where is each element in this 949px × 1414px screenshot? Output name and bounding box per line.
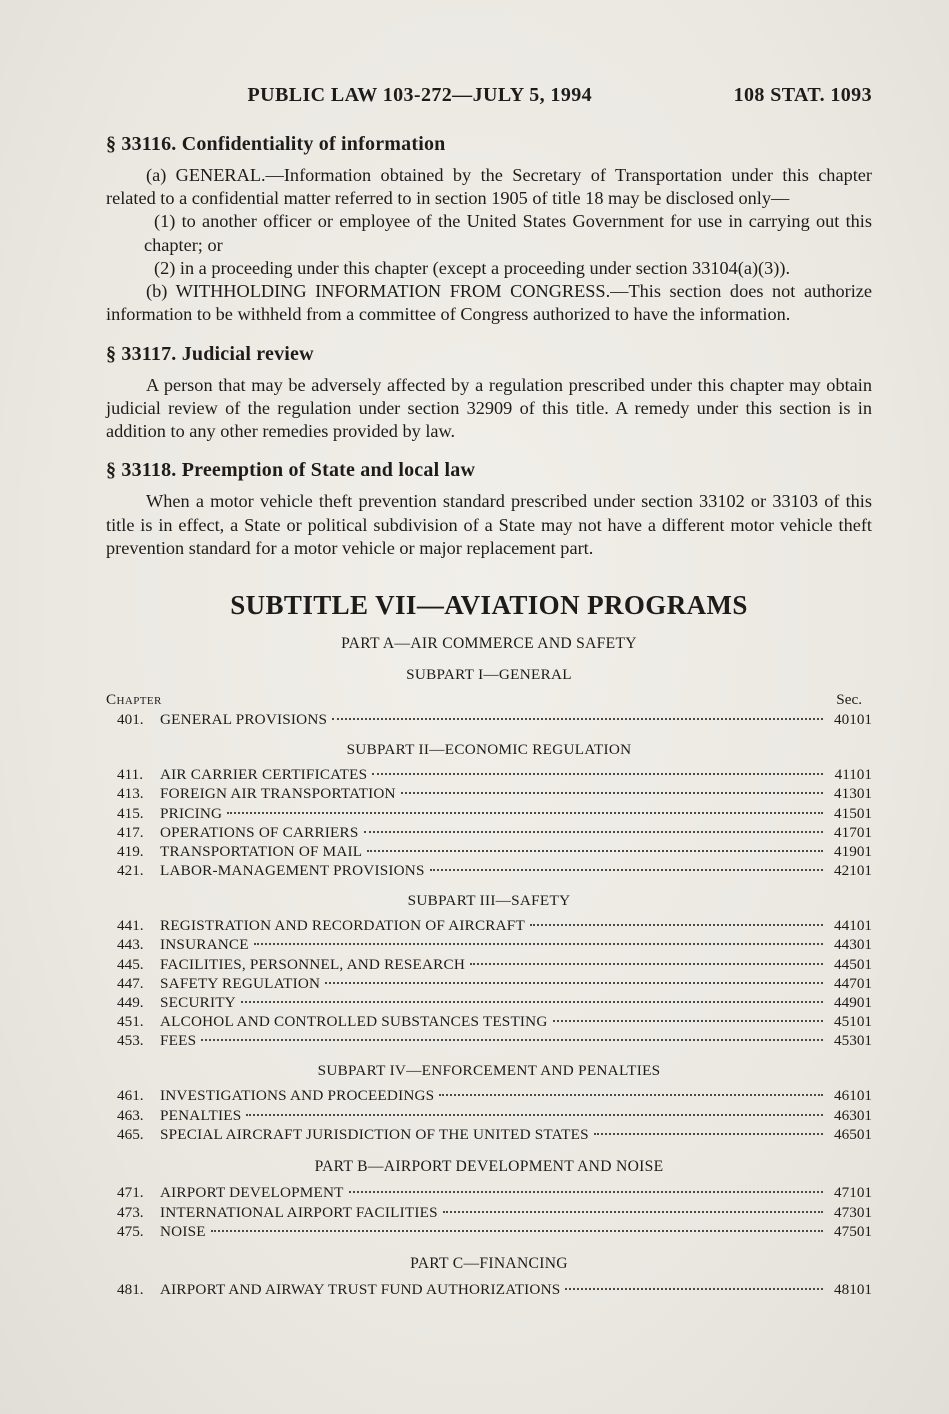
- toc-sec-label: Sec.: [836, 690, 862, 708]
- statute-subparagraph: (2) in a proceeding under this chapter (except a proceeding under section 33104(a)(3)).: [154, 257, 791, 278]
- toc-leader-dots: [530, 924, 823, 926]
- toc-entry-sec: 44901: [834, 993, 872, 1011]
- toc-entry-number: 471.: [117, 1184, 144, 1202]
- toc-entry: [117, 935, 872, 954]
- toc-entry-number: 447.: [117, 974, 144, 992]
- section-heading: § 33117. Judicial review: [106, 342, 314, 365]
- toc-leader-dots: [372, 773, 823, 775]
- toc-entry: [117, 842, 872, 861]
- stat-page-number: 108 STAT. 1093: [733, 84, 872, 106]
- toc-entry: [117, 1280, 872, 1299]
- toc-leader-dots: [553, 1020, 823, 1022]
- toc-entry-number: 465.: [117, 1125, 144, 1143]
- toc-entry-title: FOREIGN AIR TRANSPORTATION: [160, 785, 396, 803]
- toc-entry-sec: 47501: [834, 1222, 872, 1240]
- toc-entry: [117, 784, 872, 803]
- toc-entry: [117, 1106, 872, 1125]
- toc-leader-dots: [325, 982, 823, 984]
- toc-entry: [117, 804, 872, 823]
- toc-entry-title: AIRPORT DEVELOPMENT: [160, 1184, 344, 1202]
- toc-entry-title: FACILITIES, PERSONNEL, AND RESEARCH: [160, 955, 466, 973]
- toc-subpart-heading: SUBPART I—GENERAL: [406, 665, 572, 683]
- toc-leader-dots: [332, 718, 823, 720]
- toc-entry-title: SPECIAL AIRCRAFT JURISDICTION OF THE UNITED STATES: [160, 1125, 589, 1143]
- toc-chapter-label: Chapter: [106, 690, 162, 708]
- toc-entry-sec: 45101: [834, 1012, 872, 1030]
- toc-entry-number: 411.: [117, 766, 144, 784]
- toc-entry: [117, 993, 872, 1012]
- toc-entry-sec: 48101: [834, 1281, 872, 1299]
- toc-leader-dots: [470, 963, 823, 965]
- toc-leader-dots: [430, 869, 823, 871]
- toc-entry-number: 443.: [117, 936, 144, 954]
- section-heading: § 33116. Confidentiality of information: [106, 133, 446, 155]
- toc-entry-title: INSURANCE: [160, 936, 249, 954]
- toc-entry-sec: 44301: [834, 936, 872, 954]
- section-33118: [106, 459, 872, 560]
- toc-entry-sec: 44701: [834, 974, 872, 992]
- toc-leader-dots: [241, 1001, 823, 1003]
- toc-entry-title: ALCOHOL AND CONTROLLED SUBSTANCES TESTING: [160, 1012, 548, 1030]
- toc-entry-number: 415.: [117, 804, 144, 822]
- toc-entry-title: PRICING: [160, 804, 223, 822]
- toc-entry-title: FEES: [160, 1032, 197, 1050]
- toc-leader-dots: [443, 1211, 823, 1213]
- running-header: [106, 84, 872, 107]
- section-heading: § 33118. Preemption of State and local law: [106, 459, 476, 482]
- toc-part-heading: PART A—AIR COMMERCE AND SAFETY: [341, 635, 637, 653]
- toc-entry-sec: 41901: [834, 842, 872, 860]
- toc-entry-number: 417.: [117, 823, 144, 841]
- toc-entry: [117, 1012, 872, 1031]
- toc-leader-dots: [367, 850, 823, 852]
- toc-entry-number: 419.: [117, 842, 144, 860]
- toc-entry-number: 441.: [117, 917, 144, 935]
- toc-entry-number: 461.: [117, 1087, 144, 1105]
- section-33116: [106, 133, 872, 327]
- toc-entry-title: INVESTIGATIONS AND PROCEEDINGS: [160, 1087, 435, 1105]
- toc-part-heading: PART B—AIRPORT DEVELOPMENT AND NOISE: [314, 1157, 664, 1175]
- toc-entry-sec: 44501: [834, 955, 872, 973]
- toc-entry-title: INTERNATIONAL AIRPORT FACILITIES: [160, 1203, 438, 1221]
- statute-paragraph: When a motor vehicle theft prevention standard prescribed under section 33102 or 33103 of this title is in effect, a State or political subdivision of a State may not have a different motor vehicle theft prevention standard for a motor vehicle or major replacement part.: [106, 491, 872, 558]
- toc-entry-title: REGISTRATION AND RECORDATION OF AIRCRAFT: [160, 917, 525, 935]
- toc-leader-dots: [211, 1230, 823, 1232]
- statute-paragraph: A person that may be adversely affected by a regulation prescribed under this chapter may obtain judicial review of the regulation under section 32909 of this title. A remedy under this section is in addition to any other remedies provided by law.: [106, 374, 872, 442]
- toc-leader-dots: [201, 1039, 823, 1041]
- toc-entry-number: 451.: [117, 1012, 144, 1030]
- section-33117: [106, 343, 872, 444]
- toc-entry: [117, 861, 872, 880]
- toc-entry-number: 401.: [117, 710, 144, 728]
- public-law-title: PUBLIC LAW 103-272—JULY 5, 1994: [247, 84, 593, 106]
- toc-entry: [117, 1203, 872, 1222]
- statute-paragraph: (b) WITHHOLDING INFORMATION FROM CONGRESS.—This section does not authorize information to be withheld from a committee of Congress authorized to have the information.: [106, 281, 872, 325]
- toc-subpart-heading: SUBPART IV—ENFORCEMENT AND PENALTIES: [317, 1062, 661, 1080]
- toc-entry: [117, 1222, 872, 1241]
- toc-entry: [117, 1031, 872, 1050]
- toc-entry-title: NOISE: [160, 1222, 206, 1240]
- toc-leader-dots: [246, 1114, 823, 1116]
- toc-entry: [117, 916, 872, 935]
- toc-leader-dots: [439, 1094, 823, 1096]
- toc-entry-sec: 41101: [834, 766, 872, 784]
- toc-entry-sec: 46501: [834, 1125, 872, 1143]
- toc-entry-sec: 47101: [834, 1184, 872, 1202]
- toc-leader-dots: [254, 943, 823, 945]
- toc-leader-dots: [227, 812, 823, 814]
- toc-entry-number: 473.: [117, 1203, 144, 1221]
- toc-entry-title: PENALTIES: [160, 1106, 242, 1124]
- toc-entry-number: 475.: [117, 1222, 144, 1240]
- toc-entry-sec: 45301: [834, 1032, 872, 1050]
- toc-entry: [117, 1086, 872, 1105]
- toc-leader-dots: [594, 1133, 823, 1135]
- toc-entry-title: OPERATIONS OF CARRIERS: [160, 823, 359, 841]
- toc-leader-dots: [364, 831, 824, 833]
- running-header-center: [106, 84, 734, 107]
- toc-entry-title: AIRPORT AND AIRWAY TRUST FUND AUTHORIZATIONS: [160, 1281, 561, 1299]
- toc-entry-title: TRANSPORTATION OF MAIL: [160, 842, 363, 860]
- toc-entry-sec: 46301: [834, 1106, 872, 1124]
- toc-entry-number: 421.: [117, 861, 144, 879]
- toc-entry: [117, 823, 872, 842]
- toc-entry-number: 481.: [117, 1281, 144, 1299]
- toc-entry-title: GENERAL PROVISIONS: [160, 710, 328, 728]
- toc-entry-number: 449.: [117, 993, 144, 1011]
- toc-entry-title: SECURITY: [160, 993, 236, 1011]
- toc-entry-title: AIR CARRIER CERTIFICATES: [160, 766, 368, 784]
- toc-entry: [117, 765, 872, 784]
- toc-entry-number: 413.: [117, 785, 144, 803]
- toc-entry-number: 463.: [117, 1106, 144, 1124]
- toc-entry-number: 445.: [117, 955, 144, 973]
- toc-entry-sec: 46101: [834, 1087, 872, 1105]
- toc-part-heading: PART C—FINANCING: [410, 1254, 568, 1272]
- toc-subpart-heading: SUBPART III—SAFETY: [407, 892, 571, 910]
- toc-leader-dots: [401, 792, 823, 794]
- toc-column-header: [106, 690, 872, 709]
- running-header-right: [734, 84, 872, 107]
- subtitle-heading: SUBTITLE VII—AVIATION PROGRAMS: [230, 590, 748, 621]
- statute-paragraph: (a) GENERAL.—Information obtained by the Secretary of Transportation under this chapter related to a confidential matter referred to in section 1905 of title 18 may be disclosed only—: [106, 165, 872, 209]
- toc: [106, 634, 872, 1300]
- toc-entry: [117, 1183, 872, 1202]
- toc-entry-sec: 41701: [834, 823, 872, 841]
- toc-leader-dots: [565, 1288, 823, 1290]
- toc-entry-sec: 42101: [834, 861, 872, 879]
- toc-entry-sec: 44101: [834, 917, 872, 935]
- toc-entry-sec: 41501: [834, 804, 872, 822]
- toc-entry-sec: 47301: [834, 1203, 872, 1221]
- statute-subparagraph: (1) to another officer or employee of the United States Government for use in carrying out this chapter; or: [144, 211, 872, 255]
- toc-entry-title: SAFETY REGULATION: [160, 974, 321, 992]
- toc-entry: [117, 710, 872, 729]
- toc-entry-number: 453.: [117, 1032, 144, 1050]
- toc-leader-dots: [349, 1191, 823, 1193]
- toc-entry: [117, 955, 872, 974]
- toc-entry-sec: 41301: [834, 785, 872, 803]
- toc-entry-title: LABOR-MANAGEMENT PROVISIONS: [160, 861, 425, 879]
- toc-entry: [117, 974, 872, 993]
- toc-entry-sec: 40101: [834, 710, 872, 728]
- toc-subpart-heading: SUBPART II—ECONOMIC REGULATION: [346, 741, 632, 759]
- toc-entry: [117, 1125, 872, 1144]
